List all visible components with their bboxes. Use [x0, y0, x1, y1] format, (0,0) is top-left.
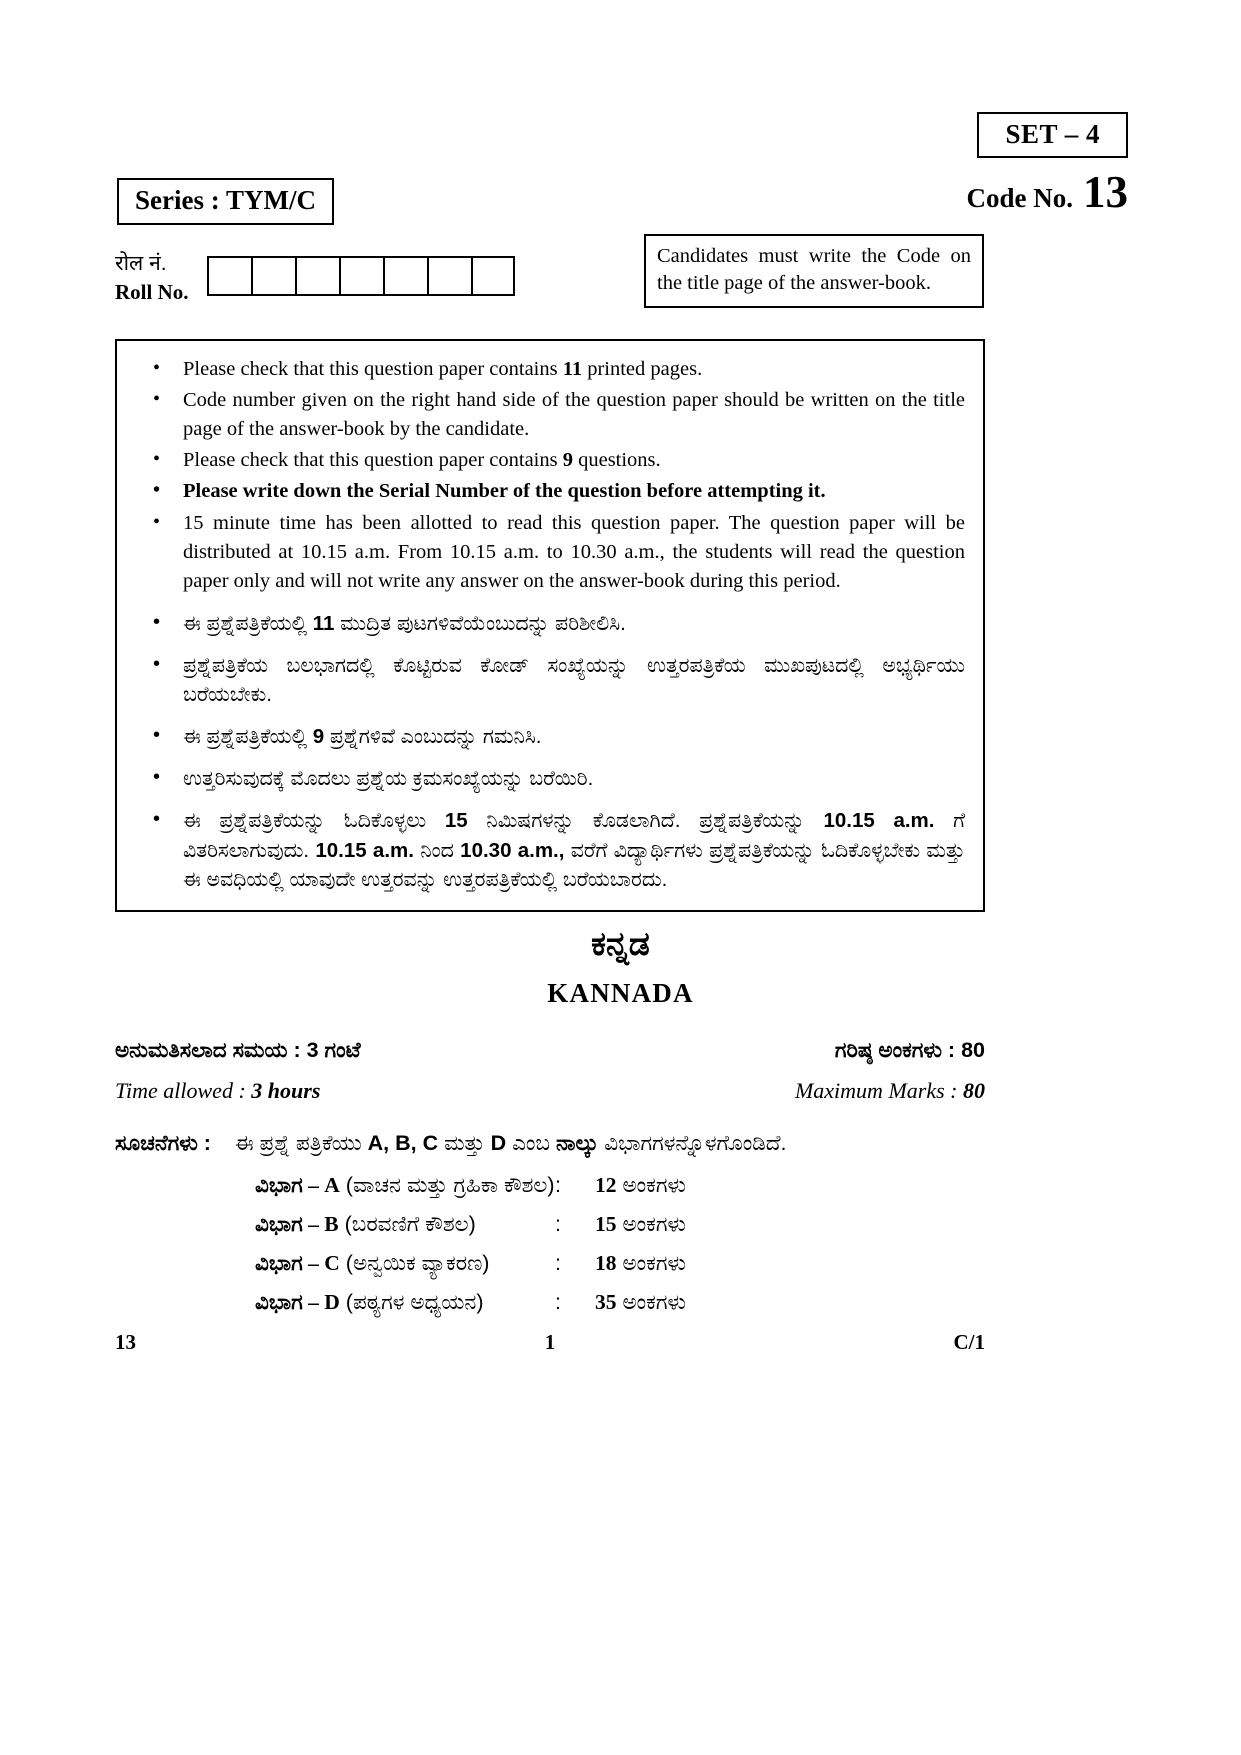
roll-number-field[interactable]	[115, 250, 515, 305]
section-label: ವಿಭಾಗ – C	[255, 1251, 340, 1276]
instructions-intro	[235, 1128, 995, 1159]
section-description: (ಅನ್ವಯಿಕ ವ್ಯಾಕರಣ)	[339, 1251, 490, 1276]
time-marks-kannada-row	[115, 1038, 985, 1063]
time-marks-english-row	[115, 1078, 985, 1104]
text-run: 11	[312, 611, 335, 635]
section-marks-unit: ಅಂಕಗಳು	[616, 1290, 686, 1315]
code-number: 13	[1083, 167, 1128, 217]
time-allowed-kannada-label: ಅನುಮತಿಸಲಾದ ಸಮಯ :	[115, 1038, 301, 1062]
section-marks-unit: ಅಂಕಗಳು	[616, 1251, 686, 1276]
series-box: Series : TYM/C	[117, 178, 334, 225]
instructions-list	[127, 355, 965, 894]
max-marks-kannada-label: ಗರಿಷ್ಠ ಅಂಕಗಳು :	[834, 1038, 956, 1062]
section-marks-unit: ಅಂಕಗಳು	[616, 1212, 686, 1237]
text-run: ನಾಲ್ಕು	[555, 1131, 599, 1155]
section-marks-value: 35	[595, 1290, 617, 1315]
section-name	[255, 1173, 555, 1198]
max-marks-kannada-value: 80	[961, 1038, 985, 1062]
time-allowed-english-value: 3 hours	[251, 1078, 321, 1103]
text-run: ವಿಭಾಗಗಳನ್ನೊಳಗೊಂಡಿದೆ.	[598, 1131, 787, 1155]
max-marks-kannada	[835, 1038, 985, 1063]
text-run: D	[490, 1131, 507, 1155]
text-run: 9	[562, 449, 573, 472]
footer-series-code: C/1	[953, 1330, 985, 1354]
roll-number-cell[interactable]	[471, 256, 515, 296]
time-allowed-kannada	[115, 1038, 361, 1063]
max-marks-english	[795, 1078, 985, 1104]
roll-number-cell[interactable]	[207, 256, 251, 296]
text-run: 10.30 a.m.,	[460, 838, 565, 862]
text-run: 15	[444, 809, 468, 833]
text-run: Please write down the Serial Number of the question before attempting it.	[183, 480, 826, 503]
text-run: ಗೆ ವಿತರಿಸಲಾಗುವುದು.	[183, 809, 966, 862]
section-description: (ವಾಚನ ಮತ್ತು ಗ್ರಹಿಕಾ ಕೌಶಲ)	[339, 1173, 555, 1198]
instruction-item-kannada	[127, 722, 965, 751]
text-run: Please check that this question paper contains	[183, 358, 563, 380]
text-run: Please check that this question paper contains	[183, 449, 563, 472]
general-instructions-header	[115, 1128, 995, 1159]
section-marks	[595, 1173, 686, 1198]
instruction-item-kannada	[127, 651, 965, 709]
text-run: 10.15 a.m.	[315, 838, 414, 862]
section-colon: :	[555, 1173, 561, 1198]
text-run: ಈ ಪ್ರಶ್ನೆಪತ್ರಿಕೆಯಲ್ಲಿ	[183, 725, 313, 749]
max-marks-english-label: Maximum Marks :	[794, 1078, 958, 1103]
section-description: (ಪಠ್ಯಗಳ ಅಧ್ಯಯನ)	[339, 1290, 484, 1315]
subject-title-kannada: ಕನ್ನಡ	[591, 925, 650, 962]
text-run: ಮತ್ತು	[438, 1131, 491, 1155]
roll-label-hindi: रोल नं.	[115, 252, 167, 275]
section-name	[255, 1212, 555, 1237]
instruction-item-english	[127, 386, 965, 444]
time-allowed-english-label: Time allowed :	[115, 1078, 246, 1103]
instruction-item-english	[127, 355, 965, 384]
section-colon: :	[555, 1290, 561, 1315]
text-run: ನಿಂದ	[413, 838, 461, 862]
time-allowed-kannada-value: 3 ಗಂಟೆ	[306, 1038, 361, 1062]
text-run: ಉತ್ತರಿಸುವುದಕ್ಕೆ ಮೊದಲು ಪ್ರಶ್ನೆಯ ಕ್ರಮಸಂಖ್ಯೆಯನ್ನು ಬರೆಯಿರಿ.	[183, 767, 594, 791]
roll-number-cell[interactable]	[251, 256, 295, 296]
roll-label-english: Roll No.	[115, 280, 189, 305]
text-run: ನಿಮಿಷಗಳನ್ನು ಕೊಡಲಾಗಿದೆ. ಪ್ರಶ್ನೆಪತ್ರಿಕೆಯನ್ನು	[467, 809, 824, 833]
roll-number-cell[interactable]	[383, 256, 427, 296]
text-run: A, B, C	[367, 1131, 439, 1155]
section-name	[255, 1251, 555, 1276]
section-marks-value: 15	[595, 1212, 617, 1237]
section-marks	[595, 1212, 686, 1237]
text-run: ವರೆಗೆ ವಿದ್ಯಾರ್ಥಿಗಳು ಪ್ರಶ್ನೆಪತ್ರಿಕೆಯನ್ನು ಓದಿಕೊಳ್ಳಬೇಕು ಮತ್ತು ಈ ಅವಧಿಯಲ್ಲಿ ಯಾವುದೇ ಉತ್ತರವನ್ನು ಉತ್ತರಪತ್ರಿಕೆಯಲ್ಲಿ ಬರೆಯಬಾರದು.	[183, 838, 966, 891]
general-instructions	[115, 1128, 995, 1315]
subject-title-english: KANNADA	[547, 978, 694, 1008]
roll-number-cell[interactable]	[427, 256, 471, 296]
roll-number-cell[interactable]	[339, 256, 383, 296]
time-allowed-english	[115, 1078, 320, 1104]
text-run: questions.	[572, 449, 661, 472]
section-marks	[595, 1290, 686, 1315]
section-description: (ಬರವಣಿಗೆ ಕೌಶಲ)	[338, 1212, 476, 1237]
section-label: ವಿಭಾಗ – B	[255, 1212, 339, 1237]
instruction-item-english	[127, 446, 965, 475]
page-footer	[115, 1330, 985, 1355]
section-label: ವಿಭಾಗ – D	[255, 1290, 340, 1315]
roll-number-cell[interactable]	[295, 256, 339, 296]
section-marks	[595, 1251, 686, 1276]
roll-number-cells[interactable]	[207, 256, 515, 296]
section-colon: :	[555, 1251, 561, 1276]
text-run: ಪ್ರಶ್ನೆಗಳಿವೆ ಎಂಬುದನ್ನು ಗಮನಿಸಿ.	[324, 725, 542, 749]
section-label: ವಿಭಾಗ – A	[255, 1173, 340, 1198]
section-marks-unit: ಅಂಕಗಳು	[616, 1173, 686, 1198]
instruction-item-english	[127, 477, 965, 506]
text-run: ಪ್ರಶ್ನೆಪತ್ರಿಕೆಯ ಬಲಭಾಗದಲ್ಲಿ ಕೊಟ್ಟಿರುವ ಕೋಡ್ ಸಂಖ್ಯೆಯನ್ನು ಉತ್ತರಪತ್ರಿಕೆಯ ಮುಖಪುಟದಲ್ಲಿ ಅಭ್ಯರ್ಥಿಯು ಬರೆಯಬೇಕು.	[183, 653, 965, 707]
set-number-box: SET – 4	[977, 112, 1128, 158]
roll-number-labels	[115, 250, 207, 305]
instructions-label: ಸೂಚನೆಗಳು :	[115, 1131, 211, 1155]
text-run: ಈ ಪ್ರಶ್ನೆ ಪತ್ರಿಕೆಯು	[235, 1131, 368, 1155]
section-marks-row	[115, 1251, 995, 1276]
text-run: 11	[562, 358, 583, 380]
text-run: 9	[312, 725, 325, 749]
instruction-item-kannada	[127, 764, 965, 793]
section-marks-value: 18	[595, 1251, 617, 1276]
text-run: 15 minute time has been allotted to read this question paper. The question paper will be distributed at 10.15 a.m. From 10.15 a.m. to 10.30 a.m., the students will read the question paper only and will not write any answer on the answer-book during this period.	[183, 511, 965, 592]
code-label: Code No.	[966, 183, 1073, 213]
section-marks-row	[115, 1212, 995, 1237]
instructions-box	[115, 339, 985, 912]
code-number-line	[966, 167, 1129, 217]
text-run: ಈ ಪ್ರಶ್ನೆಪತ್ರಿಕೆಯಲ್ಲಿ	[183, 611, 313, 635]
candidates-note: Candidates must write the Code on the title page of the answer-book.	[644, 234, 984, 308]
text-run: Code number given on the right hand side of the question paper should be written on the title page of the answer-book by the candidate.	[183, 389, 965, 441]
text-run: ಎಂಬ	[506, 1131, 556, 1155]
text-run: printed pages.	[582, 358, 703, 380]
section-marks-list	[115, 1173, 995, 1315]
max-marks-english-value: 80	[963, 1078, 985, 1103]
section-marks-row	[115, 1173, 995, 1198]
section-colon: :	[555, 1212, 561, 1237]
section-marks-value: 12	[595, 1173, 617, 1198]
instruction-item-english	[127, 509, 965, 596]
footer-page-number: 1	[544, 1330, 556, 1354]
instruction-item-kannada	[127, 609, 965, 638]
section-name	[255, 1290, 555, 1315]
footer-code: 13	[115, 1330, 136, 1354]
text-run: 10.15 a.m.	[823, 809, 935, 833]
section-marks-row	[115, 1290, 995, 1315]
text-run: ಮುದ್ರಿತ ಪುಟಗಳಿವೆಯೆಂಬುದನ್ನು ಪರಿಶೀಲಿಸಿ.	[334, 611, 626, 635]
text-run: ಈ ಪ್ರಶ್ನೆಪತ್ರಿಕೆಯನ್ನು ಓದಿಕೊಳ್ಳಲು	[183, 809, 445, 833]
instruction-item-kannada	[127, 806, 965, 893]
